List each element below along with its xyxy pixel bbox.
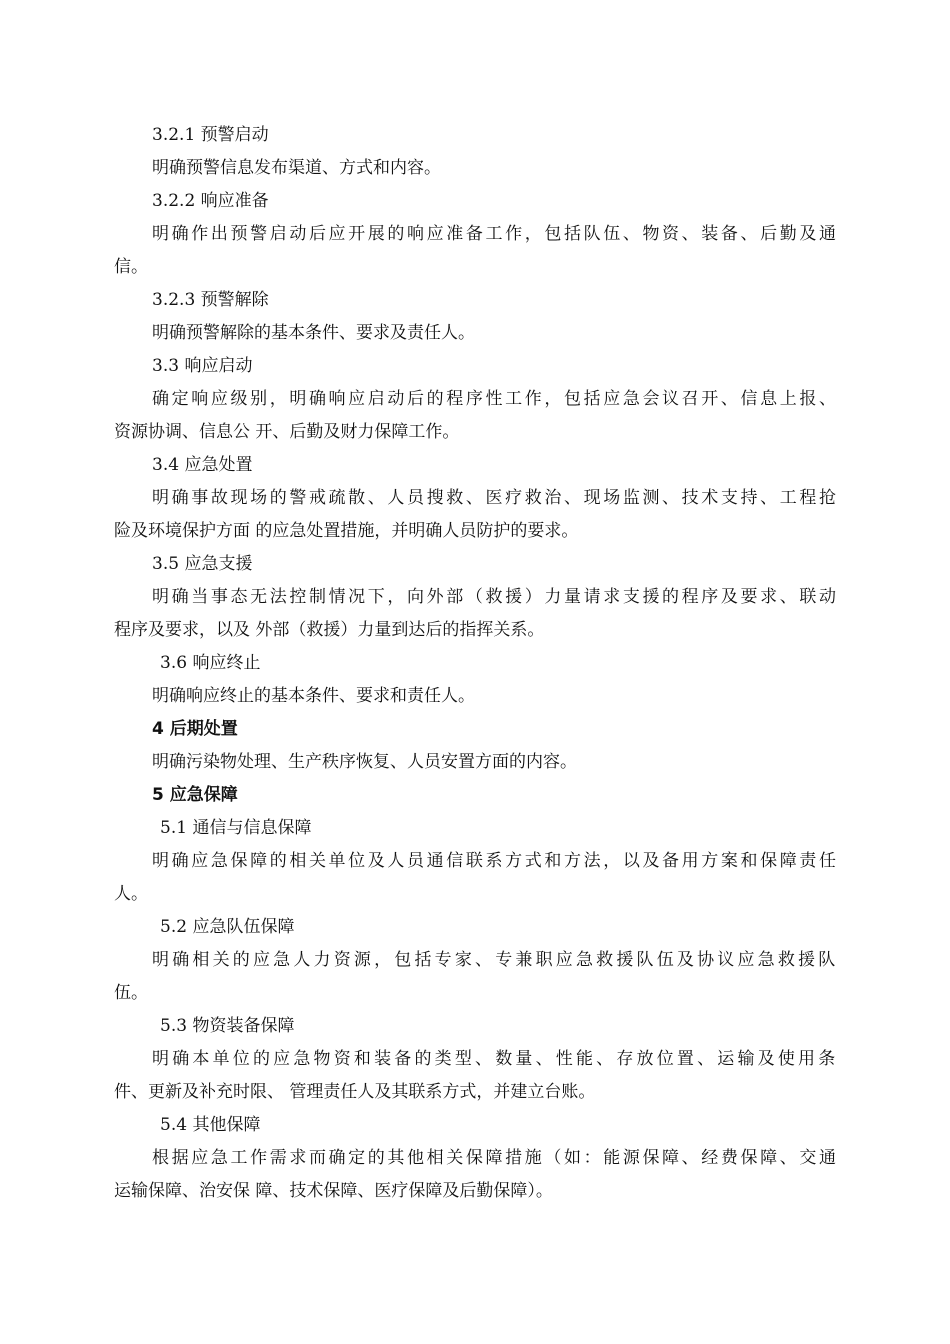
section-5-1-body-line-2: 人。 <box>114 884 148 904</box>
section-3-2-2-heading: 3.2.2 响应准备 <box>152 191 269 211</box>
section-5-1-heading: 5.1 通信与信息保障 <box>160 818 312 838</box>
section-3-4-body-line-1: 明确事故现场的警戒疏散、人员搜救、医疗救治、现场监测、技术支持、工程抢 <box>152 488 836 508</box>
section-3-4-heading: 3.4 应急处置 <box>152 455 253 475</box>
section-5-3-heading: 5.3 物资装备保障 <box>160 1016 295 1036</box>
section-3-2-3-heading: 3.2.3 预警解除 <box>152 290 269 310</box>
section-5-3-body-line-2: 件、更新及补充时限、 管理责任人及其联系方式，并建立台账。 <box>114 1082 596 1102</box>
section-3-2-2-body-line-2: 信。 <box>114 257 148 277</box>
section-5-2-body-line-1: 明确相关的应急人力资源，包括专家、专兼职应急救援队伍及协议应急救援队 <box>152 950 836 970</box>
section-3-3-body-line-1: 确定响应级别，明确响应启动后的程序性工作，包括应急会议召开、信息上报、 <box>152 389 836 409</box>
section-3-6-body: 明确响应终止的基本条件、要求和责任人。 <box>152 686 475 706</box>
section-3-5-body-line-1: 明确当事态无法控制情况下，向外部（救援）力量请求支援的程序及要求、联动 <box>152 587 836 607</box>
section-3-3-body-line-2: 资源协调、信息公 开、后勤及财力保障工作。 <box>114 422 460 442</box>
section-3-5-heading: 3.5 应急支援 <box>152 554 253 574</box>
section-3-5-body-line-2: 程序及要求，以及 外部（救援）力量到达后的指挥关系。 <box>114 620 545 640</box>
section-5-1-body-line-1: 明确应急保障的相关单位及人员通信联系方式和方法，以及备用方案和保障责任 <box>152 851 836 871</box>
section-3-2-3-body: 明确预警解除的基本条件、要求及责任人。 <box>152 323 475 343</box>
section-5-heading: 5 应急保障 <box>152 785 238 805</box>
section-5-3-body-line-1: 明确本单位的应急物资和装备的类型、数量、性能、存放位置、运输及使用条 <box>152 1049 836 1069</box>
section-4-heading: 4 后期处置 <box>152 719 238 739</box>
section-5-4-body-line-2: 运输保障、治安保 障、技术保障、医疗保障及后勤保障）。 <box>114 1181 553 1201</box>
section-3-6-heading: 3.6 响应终止 <box>160 653 261 673</box>
section-3-2-1-body: 明确预警信息发布渠道、方式和内容。 <box>152 158 441 178</box>
section-5-4-body-line-1: 根据应急工作需求而确定的其他相关保障措施（如：能源保障、经费保障、交通 <box>152 1148 836 1168</box>
section-3-4-body-line-2: 险及环境保护方面 的应急处置措施，并明确人员防护的要求。 <box>114 521 579 541</box>
section-3-2-1-heading: 3.2.1 预警启动 <box>152 125 269 145</box>
section-5-4-heading: 5.4 其他保障 <box>160 1115 261 1135</box>
section-5-2-body-line-2: 伍。 <box>114 983 148 1003</box>
section-5-2-heading: 5.2 应急队伍保障 <box>160 917 295 937</box>
section-3-3-heading: 3.3 响应启动 <box>152 356 253 376</box>
section-3-2-2-body-line-1: 明确作出预警启动后应开展的响应准备工作，包括队伍、物资、装备、后勤及通 <box>152 224 836 244</box>
section-4-body: 明确污染物处理、生产秩序恢复、人员安置方面的内容。 <box>152 752 577 772</box>
